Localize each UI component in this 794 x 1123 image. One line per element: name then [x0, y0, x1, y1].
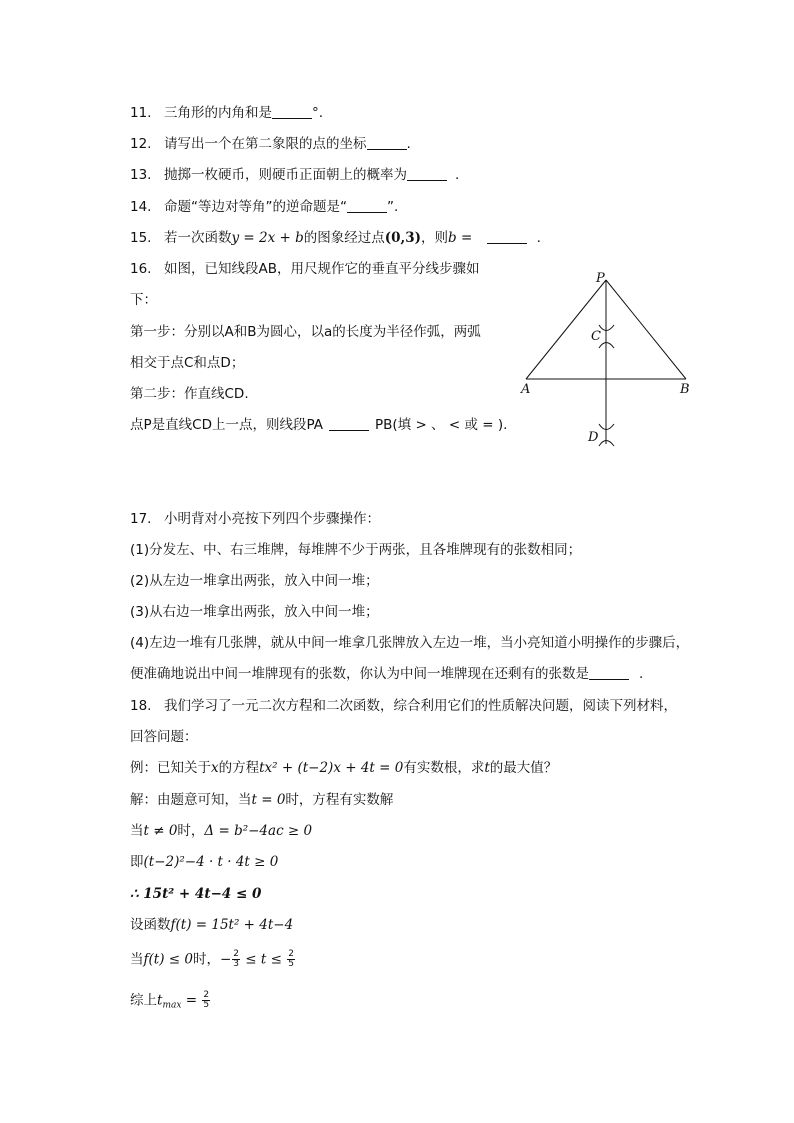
question-text-end: °. [312, 105, 324, 121]
label-a: A [521, 382, 531, 397]
variable: t [484, 760, 490, 776]
step-text: (3)从右边一堆拿出两张，放入中间一堆； [130, 604, 379, 620]
question-text: 相交于点C和点D； [130, 355, 245, 371]
answer-blank[interactable] [347, 199, 387, 213]
numerator: 2 [233, 949, 239, 959]
question-17-step2 [130, 572, 379, 590]
label-c: C [591, 329, 601, 344]
solution-text: 综上 [130, 992, 157, 1009]
question-16-line1 [130, 260, 480, 278]
question-text-end: ”. [386, 199, 399, 215]
solution-line3 [130, 853, 278, 871]
question-14 [130, 198, 398, 216]
solution-text: 时，方程有实数解 [285, 792, 394, 808]
question-15 [130, 229, 541, 247]
answer-blank[interactable] [272, 105, 312, 119]
variable: b [448, 230, 457, 246]
solution-text: 即 [130, 854, 144, 870]
point-coordinate: (0,3) [384, 230, 422, 246]
question-text: 的图象经过点 [303, 230, 385, 246]
equals-sign: = [456, 230, 477, 246]
solution-text: 解：由题意可知，当 [130, 792, 252, 808]
step-text: (4)左边一堆有几张牌，就从中间一堆拿几张牌放入左边一堆，当小亮知道小明操作的步骤后， [130, 635, 690, 651]
segment-pb [606, 280, 686, 379]
question-text-end: PB(填 > 、 < 或 = ). [374, 417, 508, 433]
question-number: 16. [130, 261, 152, 277]
question-13 [130, 166, 459, 184]
label-d: D [588, 430, 599, 445]
question-number: 11. [130, 105, 152, 121]
question-text: ，则 [421, 230, 449, 246]
solution-text: 当 [130, 823, 144, 839]
question-text: 命题“等边对等角”的逆命题是“ [164, 199, 347, 215]
fraction [202, 991, 210, 1010]
question-number: 15. [130, 230, 152, 246]
question-12 [130, 135, 411, 153]
solution-text: 设函数 [130, 917, 171, 933]
math-expression: f(t) = 15t² + 4t−4 [170, 917, 294, 933]
question-text: 下： [130, 292, 157, 308]
question-text-end: . [536, 230, 541, 246]
question-16-line5 [130, 385, 249, 403]
denominator: 5 [288, 959, 294, 969]
question-17-step5 [130, 665, 643, 683]
question-text: 请写出一个在第二象限的点的坐标 [164, 136, 367, 152]
question-17-step4 [130, 634, 689, 652]
solution-line6 [130, 950, 296, 969]
solution-line4 [130, 885, 261, 903]
math-expression: t ≠ 0 [143, 823, 178, 839]
math-expression: ∴ 15t² + 4t−4 ≤ 0 [130, 886, 262, 902]
label-b: B [680, 382, 690, 397]
subscript: max [162, 1000, 182, 1011]
solution-text: 时， [192, 951, 220, 968]
question-number: 12. [130, 136, 152, 152]
variable: x [211, 760, 219, 776]
discriminant-expression: Δ = b²−4ac ≥ 0 [204, 823, 313, 839]
denominator: 5 [203, 1000, 210, 1010]
minus-sign: − [219, 951, 232, 968]
question-16-line2 [130, 291, 157, 309]
question-text: 三角形的内角和是 [164, 105, 272, 121]
solution-text: 时， [177, 823, 205, 839]
question-17-step1 [130, 541, 581, 559]
question-text: 第一步：分别以A和B为圆心，以a的长度为半径作弧，两弧 [130, 324, 481, 340]
example-text: 的方程 [218, 760, 260, 776]
answer-blank[interactable] [407, 167, 447, 181]
numerator: 2 [203, 990, 210, 1000]
example-line [130, 759, 557, 777]
numerator: 2 [288, 949, 294, 959]
inequality: ≤ t ≤ [241, 951, 287, 968]
question-18 [130, 697, 677, 715]
fraction [232, 950, 240, 969]
question-11 [130, 104, 323, 122]
fraction [287, 950, 295, 969]
question-text-end: . [406, 136, 411, 152]
math-expression: t = 0 [251, 792, 286, 808]
question-text: 抛掷一枚硬币，则硬币正面朝上的概率为 [164, 167, 407, 183]
solution-line2 [130, 822, 312, 840]
denominator: 3 [233, 959, 239, 969]
question-number: 18. [130, 698, 152, 714]
answer-blank[interactable] [589, 666, 629, 680]
example-text: 有实数根，求 [403, 760, 485, 776]
question-17 [130, 510, 380, 528]
step-text: 便准确地说出中间一堆牌现有的张数，你认为中间一堆牌现在还剩有的张数是 [130, 666, 589, 682]
question-text-end: . [455, 167, 460, 183]
answer-blank[interactable] [367, 136, 407, 150]
question-18-line2 [130, 728, 198, 746]
step-text: (1)分发左、中、右三堆牌，每堆牌不少于两张，且各堆牌现有的张数相同； [130, 542, 582, 558]
question-17-step3 [130, 603, 379, 621]
step-text: (2)从左边一堆拿出两张，放入中间一堆； [130, 573, 379, 589]
equation: tx² + (t−2)x + 4t = 0 [259, 760, 404, 776]
question-16-line3 [130, 323, 481, 341]
solution-text: 当 [130, 951, 144, 968]
solution-line5 [130, 916, 293, 934]
question-text: 回答问题： [130, 729, 198, 745]
example-text: 的最大值？ [489, 760, 558, 776]
variable: t [157, 992, 163, 1009]
question-text: 第二步：作直线CD. [130, 386, 249, 402]
answer-blank[interactable] [329, 417, 369, 431]
label-p: P [596, 271, 605, 286]
question-16-line4 [130, 354, 244, 372]
question-text: 小明背对小亮按下列四个步骤操作： [164, 511, 380, 527]
math-expression: f(t) ≤ 0 [143, 951, 193, 968]
question-16-line6 [130, 416, 507, 434]
question-text: 我们学习了一元二次方程和二次函数，综合利用它们的性质解决问题，阅读下列材料， [164, 698, 677, 714]
question-text-end: . [639, 666, 644, 682]
math-expression: (t−2)²−4 · t · 4t ≥ 0 [143, 854, 279, 870]
question-text: 点P是直线CD上一点，则线段PA [130, 417, 323, 433]
question-text: 如图，已知线段AB，用尺规作它的垂直平分线步骤如 [164, 261, 480, 277]
question-text: 若一次函数 [164, 230, 232, 246]
solution-line1 [130, 791, 393, 809]
example-text: 例：已知关于 [130, 760, 211, 776]
answer-blank[interactable] [487, 230, 527, 244]
question-number: 17. [130, 511, 152, 527]
equals-sign: = [181, 992, 202, 1009]
function-expression: y = 2x + b [231, 230, 304, 246]
solution-line7 [130, 991, 211, 1010]
question-number: 13. [130, 167, 152, 183]
question-number: 14. [130, 199, 152, 215]
perpendicular-bisector-figure [515, 268, 700, 453]
